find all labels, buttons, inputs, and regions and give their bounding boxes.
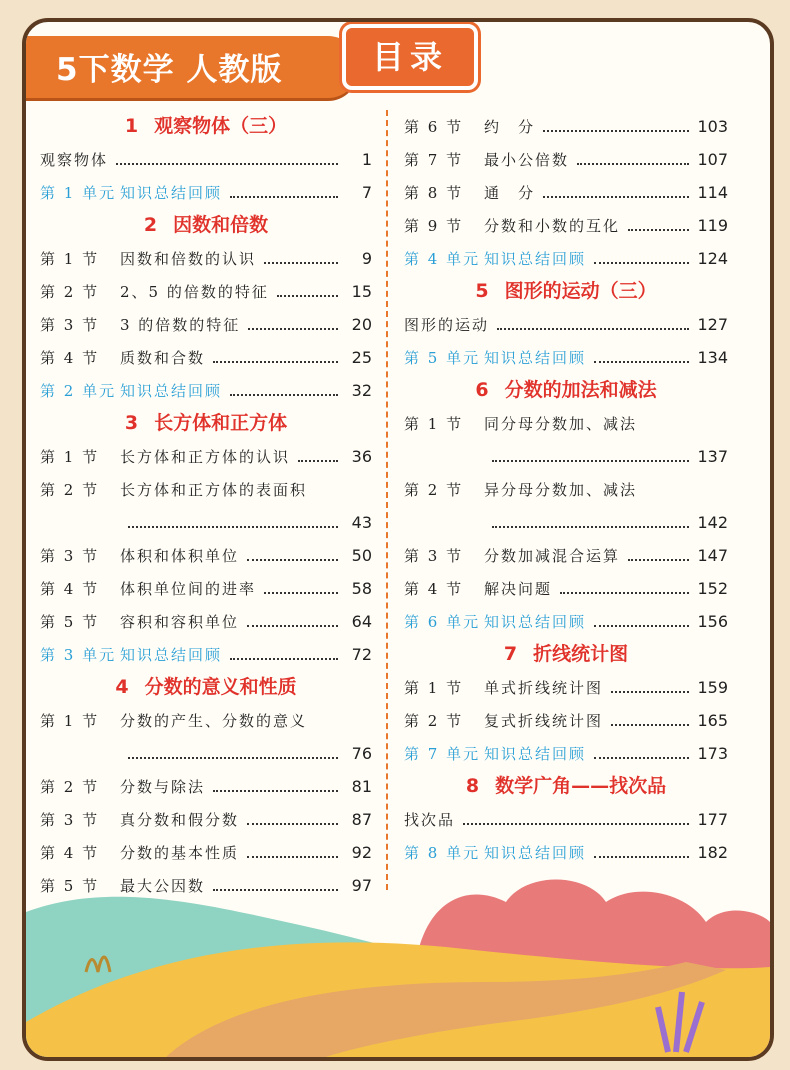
page-number: 36 — [351, 447, 372, 466]
section-title: 体积单位间的进率 — [120, 580, 257, 598]
section-title: 知识总结回顾 — [484, 844, 587, 862]
section-title: 分数的产生、分数的意义 — [120, 712, 308, 730]
dot-leader — [594, 262, 689, 264]
unit-review-entry[interactable] — [404, 836, 728, 869]
dot-leader — [247, 559, 338, 561]
toc-entry-continuation[interactable] — [404, 440, 728, 473]
section-title: 知识总结回顾 — [484, 745, 587, 763]
section-number: 第 3 节 — [40, 811, 100, 829]
toc-entry[interactable] — [40, 341, 372, 374]
section-title: 约 分 — [484, 118, 536, 136]
section-number: 第 2 单元 — [40, 382, 117, 400]
page-frame — [22, 18, 774, 1061]
page-number: 177 — [697, 810, 728, 829]
page-number: 107 — [697, 150, 728, 169]
toc-entry[interactable] — [404, 473, 728, 506]
dot-leader — [628, 229, 689, 231]
section-number: 第 7 单元 — [404, 745, 481, 763]
toc-entry[interactable] — [404, 572, 728, 605]
dot-leader — [128, 757, 338, 759]
toc-entry[interactable] — [40, 440, 372, 473]
section-title: 图形的运动 — [404, 316, 490, 334]
chapter-heading — [40, 671, 372, 704]
dot-leader — [611, 691, 689, 693]
section-title: 同分母分数加、减法 — [484, 415, 638, 433]
section-number: 第 6 单元 — [404, 613, 481, 631]
dot-leader — [213, 889, 338, 891]
section-number: 第 2 节 — [40, 481, 100, 499]
section-title: 质数和合数 — [120, 349, 206, 367]
section-title: 解决问题 — [484, 580, 553, 598]
toc-entry[interactable] — [404, 803, 728, 836]
section-number: 第 3 节 — [40, 547, 100, 565]
chapter-heading — [404, 638, 728, 671]
toc-entry[interactable] — [40, 770, 372, 803]
catalog-title: 目录 — [371, 38, 448, 76]
page-number: 173 — [697, 744, 728, 763]
chapter-number: 2 — [143, 214, 158, 236]
section-title: 分数的基本性质 — [120, 844, 240, 862]
dot-leader — [594, 625, 689, 627]
section-title: 知识总结回顾 — [120, 646, 223, 664]
page-number: 114 — [697, 183, 728, 202]
section-title: 通 分 — [484, 184, 536, 202]
section-title: 复式折线统计图 — [484, 712, 604, 730]
chapter-number: 5 — [475, 280, 489, 302]
section-number: 第 4 节 — [40, 844, 100, 862]
toc-entry-continuation[interactable] — [40, 506, 372, 539]
chapter-title: 因数和倍数 — [173, 214, 269, 236]
page-number: 25 — [351, 348, 372, 367]
section-title: 最大公因数 — [120, 877, 206, 895]
section-number: 第 5 节 — [40, 613, 100, 631]
section-title: 观察物体 — [40, 151, 109, 169]
chapter-heading — [404, 770, 728, 803]
dot-leader — [128, 526, 338, 528]
chapter-heading — [404, 275, 728, 308]
toc-entry[interactable] — [404, 110, 728, 143]
section-number: 第 3 节 — [404, 547, 464, 565]
toc-entry[interactable] — [404, 671, 728, 704]
page-number: 182 — [697, 843, 728, 862]
toc-entry-continuation[interactable] — [40, 737, 372, 770]
toc-entry[interactable] — [404, 143, 728, 176]
chapter-title: 观察物体（三） — [154, 115, 288, 137]
section-number: 第 6 节 — [404, 118, 464, 136]
chapter-title: 折线统计图 — [533, 643, 629, 665]
unit-review-entry[interactable] — [40, 638, 372, 671]
section-number: 第 5 节 — [40, 877, 100, 895]
toc-entry-continuation[interactable] — [404, 506, 728, 539]
page-number: 97 — [351, 876, 372, 895]
section-number: 第 9 节 — [404, 217, 464, 235]
section-title: 分数加减混合运算 — [484, 547, 621, 565]
column-divider — [386, 110, 388, 890]
section-title: 因数和倍数的认识 — [120, 250, 257, 268]
chapter-number: 4 — [115, 676, 129, 698]
catalog-tab — [342, 24, 478, 90]
dot-leader — [277, 295, 338, 297]
toc-entry[interactable] — [40, 308, 372, 341]
section-title: 3 的倍数的特征 — [120, 316, 241, 334]
dot-leader — [594, 757, 689, 759]
page-number: 72 — [351, 645, 372, 664]
page-number: 92 — [351, 843, 372, 862]
section-number: 第 4 节 — [40, 580, 100, 598]
section-number: 第 5 单元 — [404, 349, 481, 367]
dot-leader — [230, 658, 338, 660]
page-number: 152 — [697, 579, 728, 598]
section-title: 长方体和正方体的表面积 — [120, 481, 308, 499]
section-number: 第 8 节 — [404, 184, 464, 202]
dot-leader — [628, 559, 689, 561]
dot-leader — [543, 130, 689, 132]
page-number: 127 — [697, 315, 728, 334]
banner — [22, 36, 358, 98]
toc-entry[interactable] — [404, 308, 728, 341]
section-title: 知识总结回顾 — [484, 349, 587, 367]
toc-right-column — [404, 110, 728, 869]
chapter-heading — [404, 374, 728, 407]
unit-review-entry[interactable] — [404, 242, 728, 275]
section-number: 第 1 节 — [40, 250, 100, 268]
chapter-number: 6 — [475, 379, 489, 401]
section-title: 容积和容积单位 — [120, 613, 240, 631]
dot-leader — [230, 196, 338, 198]
toc-entry[interactable] — [404, 407, 728, 440]
toc-entry[interactable] — [404, 704, 728, 737]
section-number: 第 4 节 — [404, 580, 464, 598]
dot-leader — [611, 724, 689, 726]
page-number: 134 — [697, 348, 728, 367]
page-number: 7 — [361, 183, 372, 202]
chapter-title: 长方体和正方体 — [154, 412, 288, 434]
chapter-title: 数学广角——找次品 — [495, 775, 667, 797]
dot-leader — [264, 262, 338, 264]
page-number: 137 — [697, 447, 728, 466]
chapter-heading — [40, 407, 372, 440]
section-title: 单式折线统计图 — [484, 679, 604, 697]
chapter-number: 7 — [503, 643, 518, 665]
dot-leader — [230, 394, 338, 396]
toc-entry[interactable] — [40, 539, 372, 572]
dot-leader — [492, 526, 689, 528]
section-title: 真分数和假分数 — [120, 811, 240, 829]
toc-entry[interactable] — [40, 869, 372, 902]
section-number: 第 7 节 — [404, 151, 464, 169]
page-number: 76 — [351, 744, 372, 763]
page-number: 142 — [697, 513, 728, 532]
toc-entry[interactable] — [40, 242, 372, 275]
section-number: 第 4 节 — [40, 349, 100, 367]
section-number: 第 2 节 — [404, 712, 464, 730]
page-number: 81 — [351, 777, 372, 796]
section-number: 第 1 单元 — [40, 184, 117, 202]
chapter-heading — [40, 209, 372, 242]
unit-review-entry[interactable] — [404, 605, 728, 638]
page-number: 147 — [697, 546, 728, 565]
toc-entry[interactable] — [40, 572, 372, 605]
toc-entry[interactable] — [40, 143, 372, 176]
section-title: 知识总结回顾 — [120, 184, 223, 202]
dot-leader — [543, 196, 689, 198]
chapter-number: 8 — [465, 775, 480, 797]
unit-review-entry[interactable] — [40, 374, 372, 407]
page-number: 50 — [351, 546, 372, 565]
unit-review-entry[interactable] — [40, 176, 372, 209]
section-title: 知识总结回顾 — [120, 382, 223, 400]
dot-leader — [560, 592, 689, 594]
section-title: 找次品 — [404, 811, 456, 829]
dot-leader — [492, 460, 689, 462]
dot-leader — [594, 361, 689, 363]
toc-entry[interactable] — [404, 176, 728, 209]
dot-leader — [463, 823, 689, 825]
toc-left-column — [40, 110, 372, 902]
page-number: 159 — [697, 678, 728, 697]
dot-leader — [577, 163, 689, 165]
toc-entry[interactable] — [40, 605, 372, 638]
toc-entry[interactable] — [40, 704, 372, 737]
section-number: 第 2 节 — [40, 283, 100, 301]
section-number: 第 8 单元 — [404, 844, 481, 862]
dot-leader — [248, 328, 338, 330]
section-title: 2、5 的倍数的特征 — [120, 283, 269, 301]
dot-leader — [247, 856, 338, 858]
page-number: 64 — [351, 612, 372, 631]
page-number: 165 — [697, 711, 728, 730]
toc-entry[interactable] — [40, 473, 372, 506]
section-title: 长方体和正方体的认识 — [120, 448, 291, 466]
page-number: 43 — [351, 513, 372, 532]
chapter-number: 3 — [124, 412, 139, 434]
dot-leader — [594, 856, 689, 858]
toc-entry[interactable] — [404, 209, 728, 242]
dot-leader — [213, 361, 338, 363]
section-number: 第 4 单元 — [404, 250, 481, 268]
section-title: 分数与除法 — [120, 778, 206, 796]
dot-leader — [247, 625, 338, 627]
section-title: 知识总结回顾 — [484, 613, 587, 631]
section-number: 第 3 单元 — [40, 646, 117, 664]
page-number: 32 — [351, 381, 372, 400]
page-number: 20 — [351, 315, 372, 334]
unit-review-entry[interactable] — [404, 737, 728, 770]
page-number: 9 — [361, 249, 372, 268]
section-title: 知识总结回顾 — [484, 250, 587, 268]
chapter-title: 图形的运动（三） — [504, 280, 657, 302]
dot-leader — [213, 790, 338, 792]
page-number: 119 — [697, 216, 728, 235]
section-title: 最小公倍数 — [484, 151, 570, 169]
page-number: 1 — [361, 150, 372, 169]
section-number: 第 3 节 — [40, 316, 100, 334]
chapter-title: 分数的加法和减法 — [504, 379, 657, 401]
section-number: 第 2 节 — [40, 778, 100, 796]
dot-leader — [298, 460, 338, 462]
dot-leader — [247, 823, 338, 825]
toc-entry[interactable] — [40, 836, 372, 869]
page-number: 15 — [351, 282, 372, 301]
toc-entry[interactable] — [40, 803, 372, 836]
dot-leader — [264, 592, 338, 594]
section-number: 第 1 节 — [404, 415, 464, 433]
dot-leader — [497, 328, 689, 330]
chapter-title: 分数的意义和性质 — [144, 676, 297, 698]
toc-entry[interactable] — [40, 275, 372, 308]
section-number: 第 2 节 — [404, 481, 464, 499]
toc-entry[interactable] — [404, 539, 728, 572]
section-title: 异分母分数加、减法 — [484, 481, 638, 499]
section-title: 体积和体积单位 — [120, 547, 240, 565]
section-number: 第 1 节 — [40, 448, 100, 466]
page-number: 58 — [351, 579, 372, 598]
dot-leader — [116, 163, 338, 165]
page-number: 87 — [351, 810, 372, 829]
unit-review-entry[interactable] — [404, 341, 728, 374]
chapter-number: 1 — [124, 115, 139, 137]
page-number: 156 — [697, 612, 728, 631]
page-number: 103 — [697, 117, 728, 136]
chapter-heading — [40, 110, 372, 143]
page-number: 124 — [697, 249, 728, 268]
section-title: 分数和小数的互化 — [484, 217, 621, 235]
section-number: 第 1 节 — [40, 712, 100, 730]
section-number: 第 1 节 — [404, 679, 464, 697]
banner-title: 5下数学 人教版 — [56, 52, 283, 88]
